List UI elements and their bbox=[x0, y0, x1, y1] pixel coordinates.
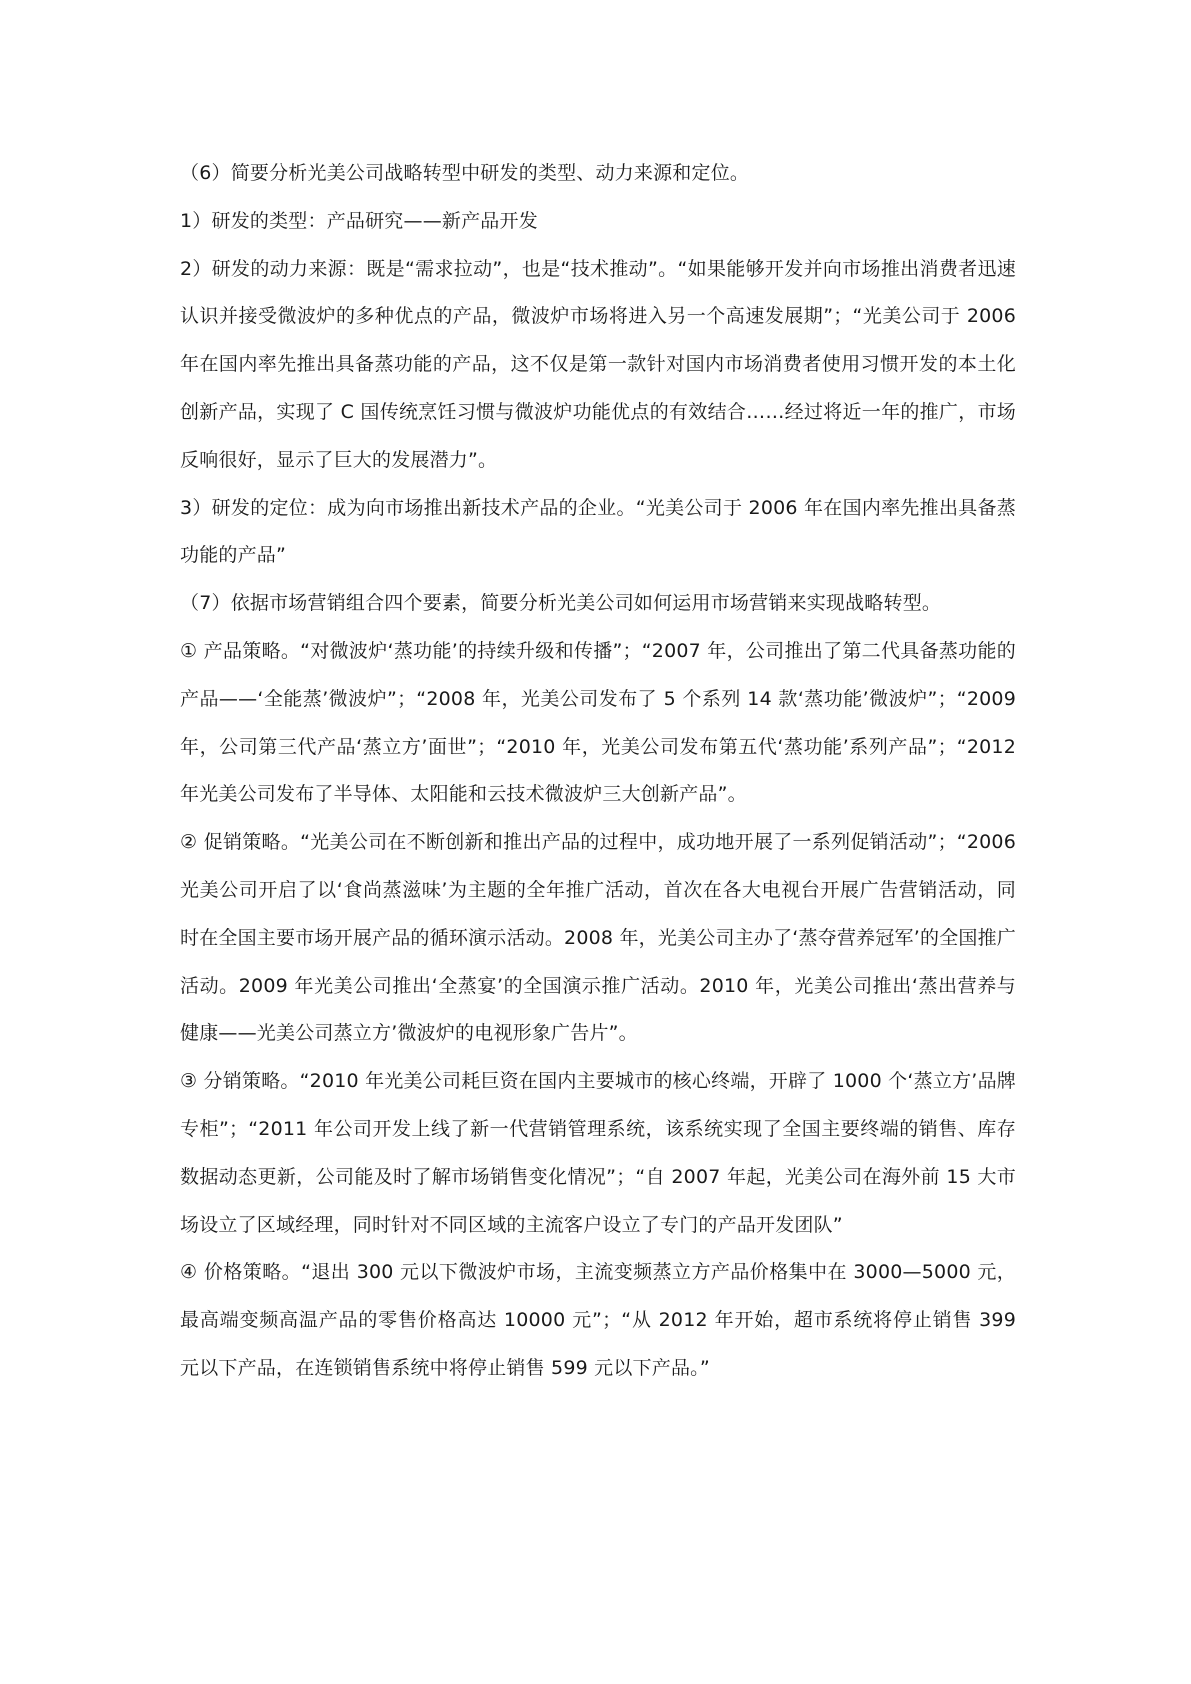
answer-7-distribution-strategy: ③ 分销策略。“2010 年光美公司耗巨资在国内主要城市的核心终端，开辟了 1000 个‘蒸立方’品牌专柜”；“2011 年公司开发上线了新一代营销管理系统，该系统实现了全国主要终端的销售、库存数据动态更新，公司能及时了解市场销售变化情况”；“自 2007 年起，光美公司在海外前 15 大市场设立了区域经理，同时针对不同区域的主流客户设立了专门的产品开发团队” bbox=[180, 1070, 1016, 1236]
answer-7-promotion-strategy: ② 促销策略。“光美公司在不断创新和推出产品的过程中，成功地开展了一系列促销活动”；“2006 光美公司开启了以‘食尚蒸滋味’为主题的全年推广活动，首次在各大电视台开展广告营销活动，同时在全国主要市场开展产品的循环演示活动。2008 年，光美公司主办了‘蒸夺营养冠军’的全国推广活动。2009 年光美公司推出‘全蒸宴’的全国演示推广活动。2010 年，光美公司推出‘蒸出营养与健康——光美公司蒸立方’微波炉的电视形象广告片”。 bbox=[180, 831, 1016, 1045]
answer-6-rd-drivers: 2）研发的动力来源：既是“需求拉动”，也是“技术推动”。“如果能够开发并向市场推出消费者迅速认识并接受微波炉的多种优点的产品，微波炉市场将进入另一个高速发展期”；“光美公司于 2006 年在国内率先推出具备蒸功能的产品，这不仅是第一款针对国内市场消费者使用习惯开发的本土化创新产品，实现了 C 国传统烹饪习惯与微波炉功能优点的有效结合……经过将近一年的推广，市场反响很好，显示了巨大的发展潜力”。 bbox=[180, 257, 1016, 471]
document-body bbox=[180, 150, 1016, 1393]
question-6-heading: （6）简要分析光美公司战略转型中研发的类型、动力来源和定位。 bbox=[180, 162, 750, 184]
answer-7-product-strategy: ① 产品策略。“对微波炉‘蒸功能’的持续升级和传播”；“2007 年，公司推出了第二代具备蒸功能的产品——‘全能蒸’微波炉”；“2008 年，光美公司发布了 5 个系列 14 款‘蒸功能’微波炉”；“2009 年，公司第三代产品‘蒸立方’面世”；“2010 年，光美公司发布第五代‘蒸功能’系列产品”；“2012 年光美公司发布了半导体、太阳能和云技术微波炉三大创新产品”。 bbox=[180, 639, 1016, 806]
answer-6-rd-positioning: 3）研发的定位：成为向市场推出新技术产品的企业。“光美公司于 2006 年在国内率先推出具备蒸功能的产品” bbox=[180, 496, 1016, 567]
answer-7-price-strategy: ④ 价格策略。“退出 300 元以下微波炉市场，主流变频蒸立方产品价格集中在 3000—5000 元，最高端变频高温产品的零售价格高达 10000 元”；“从 2012 年开始，超市系统将停止销售 399 元以下产品，在连锁销售系统中将停止销售 599 元以下产品。” bbox=[180, 1261, 1016, 1379]
answer-6-rd-type: 1）研发的类型：产品研究——新产品开发 bbox=[180, 209, 538, 232]
question-7-heading: （7）依据市场营销组合四个要素，简要分析光美公司如何运用市场营销来实现战略转型。 bbox=[180, 592, 942, 615]
